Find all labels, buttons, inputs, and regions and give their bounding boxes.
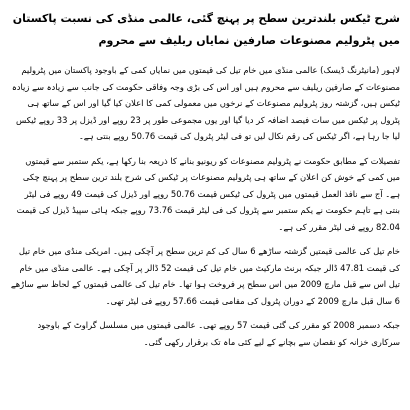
article-headline: شرح ٹیکس بلندترین سطح پر پہنچ گئی، عالمی منڈی کی نسبت پاکستان میں پٹرولیم مصنوعات صارفین نمایاں ریلیف سے محروم (12, 12, 400, 47)
article-paragraph-1: لاہور (مانیٹرنگ ڈیسک) عالمی منڈی میں خام تیل کی قیمتوں میں نمایاں کمی کے باوجود پاکستان میں پٹرولیم مصنوعات کے صارفین ریلیف سے محروم ہیں اور اس کی بڑی وجہ وفاقی حکومت کی جانب سے زیادہ سے زیادہ ٹیکس ہیں، گزشتہ روز پٹرولیم مصنوعات کے نرخوں میں معمولی کمی کا اعلان کیا گیا اور اس کے ساتھ ہی پٹرول پر ٹیکس میں سات فیصد اضافہ کر دیا گیا اور یوں مجموعی طور پر 23 روپے اور ڈیزل پر 33 روپے ٹیکس لیا جا رہا ہے، اگر ٹیکس کی رقم نکال لیں تو فی لیٹر پٹرول کی قیمت 50.76 روپے بنتی ہے۔ (11, 65, 400, 141)
article-paragraph-2: تفصیلات کے مطابق حکومت نے پٹرولیم مصنوعات کو ریونیو بنانے کا ذریعہ بنا رکھا ہے، یکم ستمبر سے قیمتوں میں کمی کے خوش کن اعلان کے ساتھ ہی پٹرولیم مصنوعات پر ٹیکس کی شرح بلند ترین سطح پر پہنچ چکی ہے۔ آج سے نافذ العمل قیمتوں میں پٹرول کی ٹیکس قیمت 50.76 روپے اور ڈیزل کی قیمت 49 روپے فی لیٹر بنتی ہے تاہم حکومت نے یکم ستمبر سے پٹرول کی فی لیٹر قیمت 73.76 روپے جبکہ ہائی سپیڈ ڈیزل کی قیمت 82.04 روپے فی لیٹر مقرر کی ہے۔ (16, 155, 400, 232)
news-article (10, 8, 400, 358)
article-paragraph-3: خام تیل کی عالمی قیمتیں گزشتہ ساڑھے 6 سال کی کم ترین سطح پر آچکی ہیں۔ امریکی منڈی میں خام تیل کی قیمت 47.81 ڈالر جبکہ برنٹ مارکیٹ میں خام تیل کی قیمت 52 ڈالر پر آچکی ہے۔ عالمی منڈی میں خام تیل اس سے قبل مارچ 2009 میں اس سطح پر فروخت ہوا تھا۔ خام تیل کی عالمی قیمتوں کے لحاظ سے ساڑھے 6 سال قبل مارچ 2009 کے دوران پٹرول کی مقامی قیمت 57.66 روپے فی لیٹر تھی۔ (10, 246, 400, 306)
article-paragraph-4: جبکہ دسمبر 2008 کو مقرر کی گئی قیمت 57 روپے تھی۔ عالمی قیمتوں میں مسلسل گراوٹ کے باوجود سرکاری خزانہ کو نقصان سے بچانے کے لیے کئی ماہ تک برقرار رکھی گئی۔ (37, 320, 400, 347)
